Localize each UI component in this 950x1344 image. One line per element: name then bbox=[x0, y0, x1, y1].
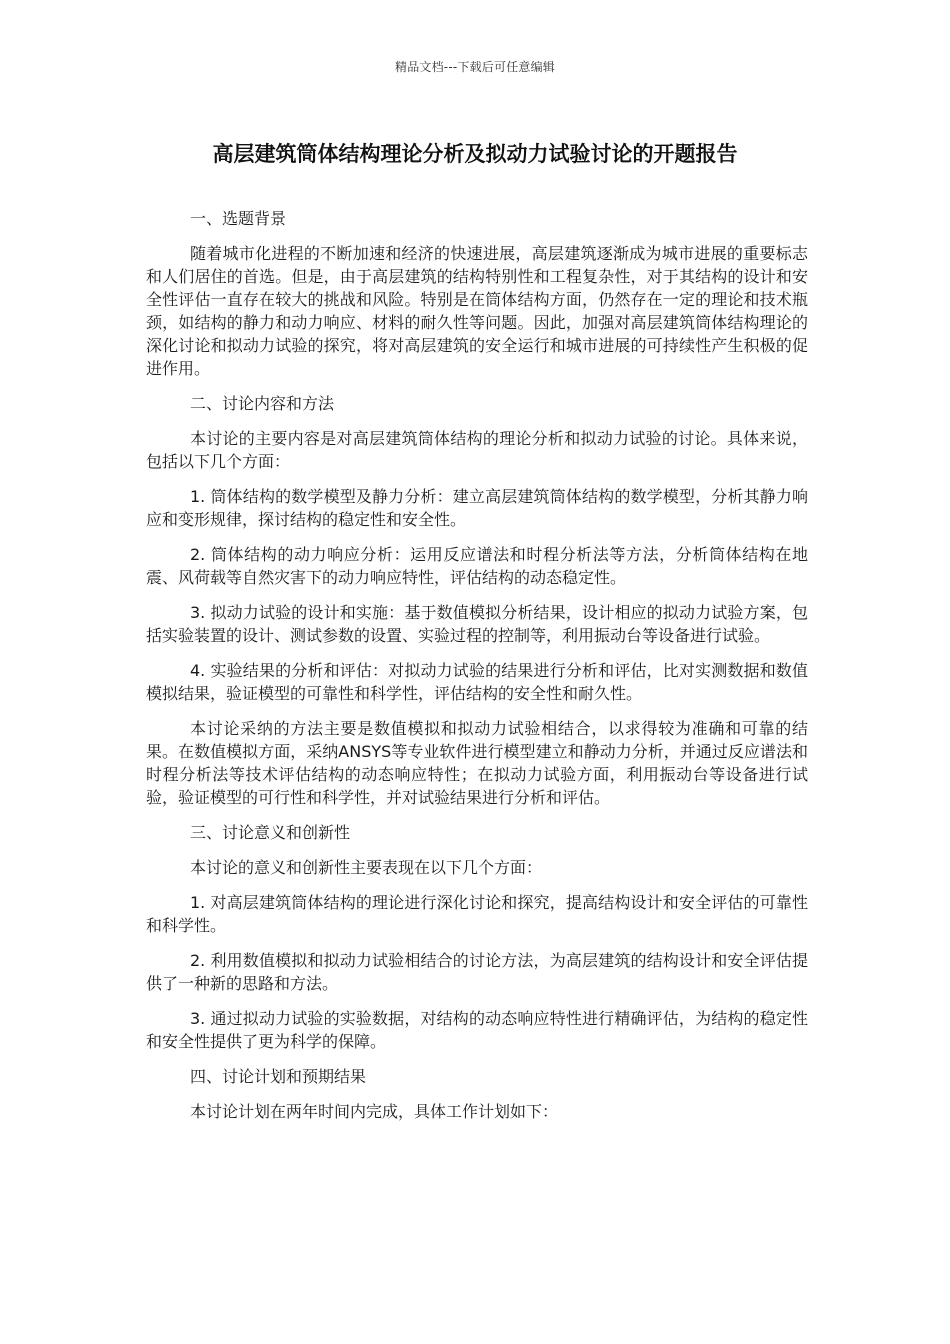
paragraph-significance-intro: 本讨论的意义和创新性主要表现在以下几个方面： bbox=[190, 858, 543, 877]
list-item-significance-3: 3. 通过拟动力试验的实验数据，对结构的动态响应特性进行精确评估，为结构的稳定性和安全性提供了更为科学的保障。 bbox=[146, 1009, 808, 1051]
list-item-content-1: 1. 筒体结构的数学模型及静力分析：建立高层建筑筒体结构的数学模型，分析其静力响应和变形规律，探讨结构的稳定性和安全性。 bbox=[146, 487, 808, 529]
list-item-significance-2: 2. 利用数值模拟和拟动力试验相结合的讨论方法，为高层建筑的结构设计和安全评估提供了一种新的思路和方法。 bbox=[146, 951, 808, 993]
list-item-content-2: 2. 筒体结构的动力响应分析：运用反应谱法和时程分析法等方法，分析筒体结构在地震、风荷载等自然灾害下的动力响应特性，评估结构的动态稳定性。 bbox=[146, 545, 808, 587]
paragraph-content-intro: 本讨论的主要内容是对高层建筑筒体结构的理论分析和拟动力试验的讨论。具体来说，包括以下几个方面： bbox=[146, 429, 808, 471]
paragraph-method: 本讨论采纳的方法主要是数值模拟和拟动力试验相结合，以求得较为准确和可靠的结果。在数值模拟方面，采纳ANSYS等专业软件进行模型建立和静动力分析，并通过反应谱法和时程分析法等技术评估结构的动态响应特性；在拟动力试验方面，利用振动台等设备进行试验，验证模型的可行性和科学性，并对试验结果进行分析和评估。 bbox=[146, 719, 808, 807]
document-title: 高层建筑筒体结构理论分析及拟动力试验讨论的开题报告 bbox=[212, 142, 738, 166]
header-note: 精品文档---下载后可任意编辑 bbox=[395, 60, 555, 74]
paragraph-background: 随着城市化进程的不断加速和经济的快速进展，高层建筑逐渐成为城市进展的重要标志和人们居住的首选。但是，由于高层建筑的结构特别性和工程复杂性，对于其结构的设计和安全性评估一直存在较大的挑战和风险。特别是在筒体结构方面，仍然存在一定的理论和技术瓶颈，如结构的静力和动力响应、材料的耐久性等问题。因此，加强对高层建筑筒体结构理论的深化讨论和拟动力试验的探究，将对高层建筑的安全运行和城市进展的可持续性产生积极的促进作用。 bbox=[146, 244, 808, 378]
section-heading-content-method: 二、讨论内容和方法 bbox=[190, 394, 335, 413]
list-item-significance-1: 1. 对高层建筑筒体结构的理论进行深化讨论和探究，提高结构设计和安全评估的可靠性和科学性。 bbox=[146, 893, 808, 935]
paragraph-plan-intro: 本讨论计划在两年时间内完成，具体工作计划如下： bbox=[190, 1102, 559, 1121]
list-item-content-3: 3. 拟动力试验的设计和实施：基于数值模拟分析结果，设计相应的拟动力试验方案，包括实验装置的设计、测试参数的设置、实验过程的控制等，利用振动台等设备进行试验。 bbox=[146, 603, 808, 645]
document-body bbox=[146, 207, 808, 1135]
section-heading-plan: 四、讨论计划和预期结果 bbox=[190, 1067, 367, 1086]
section-heading-significance: 三、讨论意义和创新性 bbox=[190, 823, 351, 842]
section-heading-background: 一、选题背景 bbox=[190, 209, 287, 228]
list-item-content-4: 4. 实验结果的分析和评估：对拟动力试验的结果进行分析和评估，比对实测数据和数值模拟结果，验证模型的可靠性和科学性，评估结构的安全性和耐久性。 bbox=[146, 661, 808, 703]
